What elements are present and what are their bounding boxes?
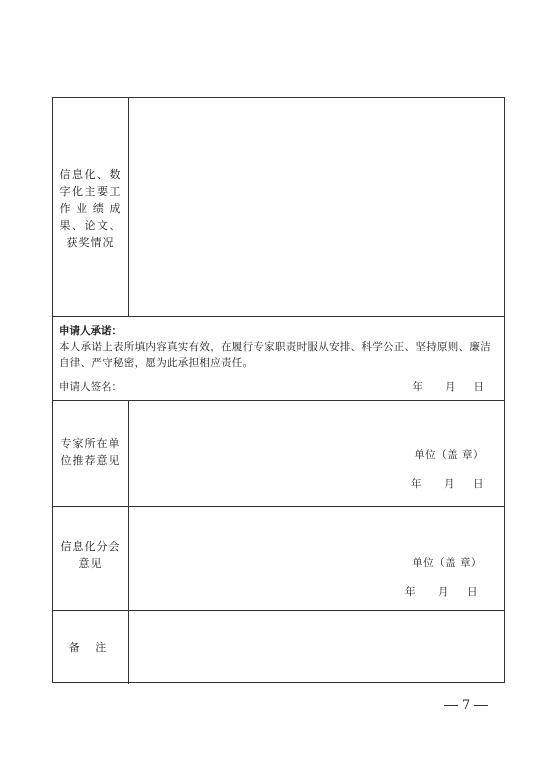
pledge-title: 申请人承诺： [59,325,122,337]
employer-opinion-row [53,401,504,507]
achievements-content[interactable] [129,98,504,316]
dash-left [444,705,458,706]
remarks-content[interactable] [129,611,504,684]
year-label: 年 [412,381,423,393]
remarks-label: 备 注 [68,641,113,654]
application-form-table [52,97,505,683]
signature-label: 申请人签名： [59,381,122,393]
branch-opinion-row [53,507,504,611]
month-label: 月 [444,478,455,490]
achievements-label-cell [53,98,129,316]
employer-opinion-label-cell [53,401,129,506]
day-label: 日 [473,381,484,393]
year-label: 年 [405,586,416,598]
employer-stamp-label: 单位（盖 章） [414,449,484,461]
page-number-value: 7 [462,698,471,713]
month-label: 月 [438,586,449,598]
branch-opinion-date [405,584,478,599]
remarks-row [53,611,504,684]
page-number [440,698,492,713]
pledge-row [53,317,504,401]
day-label: 日 [467,586,478,598]
pledge-date [413,379,485,394]
dash-right [474,705,488,706]
day-label: 日 [473,478,484,490]
month-label: 月 [445,381,456,393]
employer-opinion-date [411,476,484,491]
year-label: 年 [411,478,422,490]
employer-opinion-content[interactable] [129,401,504,506]
remarks-label-cell [53,611,129,684]
pledge-text: 本人承诺上表所填内容真实有效，在履行专家职责时服从安排、科学公正、坚持原则、廉洁自律、严守秘密，愿为此承担相应责任。 [59,341,491,369]
branch-stamp-label: 单位（盖 章） [412,557,482,569]
employer-opinion-label: 专家所在单位推荐意见 [60,436,121,467]
branch-opinion-label: 信息化分会意见 [60,539,121,570]
pledge-block [53,317,504,371]
achievements-row [53,98,504,317]
branch-opinion-content[interactable] [129,507,504,610]
branch-opinion-label-cell [53,507,129,610]
achievements-label: 信息化、数字化主要工作业绩成果、论文、获奖情况 [59,167,122,249]
signature-line [59,379,484,394]
